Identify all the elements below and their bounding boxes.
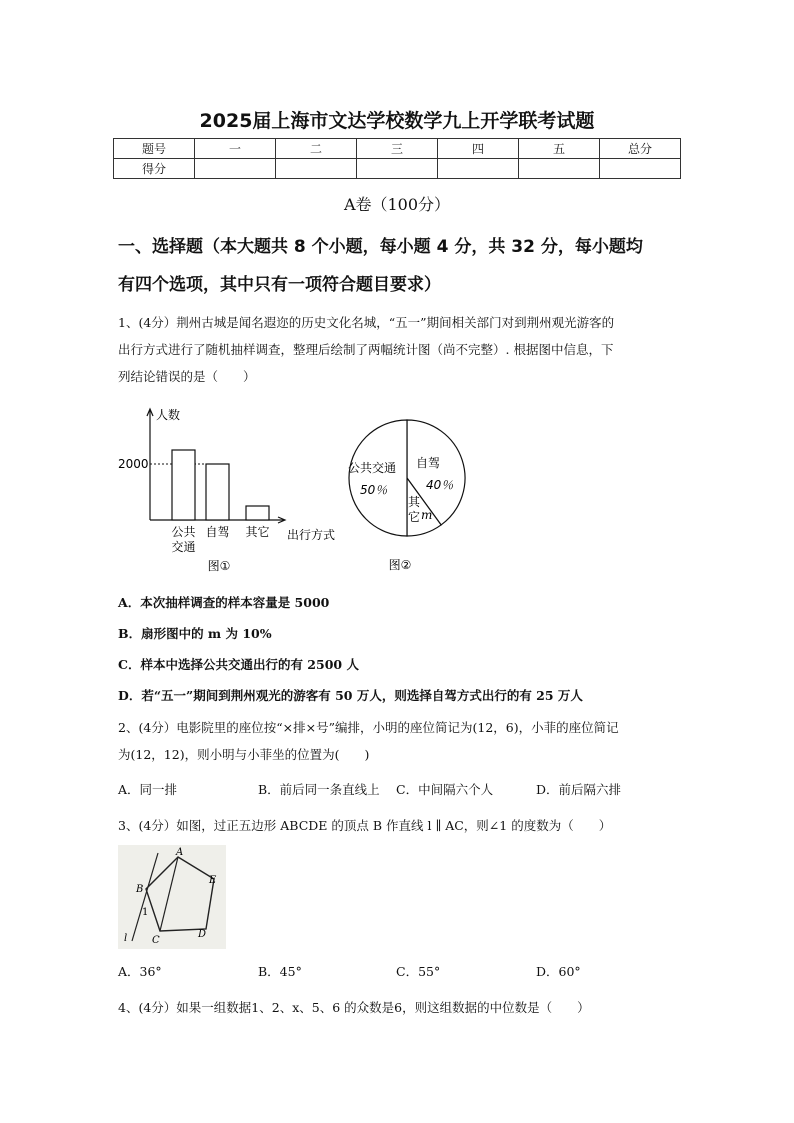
question-1 [118, 309, 683, 390]
x-tick-label: 自驾 [205, 525, 230, 539]
option-b[interactable]: B．扇形图中的 m 为 10% [118, 626, 272, 641]
table-cell: 五 [519, 139, 600, 159]
question-text-line: 4、(4分）如果一组数据1、2、x、5、6 的众数是6，则这组数据的中位数是（ ） [118, 1000, 590, 1015]
score-input-cell[interactable] [600, 159, 681, 179]
table-cell: 得分 [114, 159, 195, 179]
slice-label: 公共交通 [348, 461, 397, 475]
bar-chart [112, 400, 347, 580]
slice-value-label: 40％ [426, 478, 454, 492]
option-c[interactable]: C．样本中选择公共交通出行的有 2500 人 [118, 657, 359, 672]
table-cell: 三 [357, 139, 438, 159]
x-axis-label: 出行方式 [287, 528, 336, 542]
y-axis-label: 人数 [156, 408, 181, 422]
table-cell: 二 [276, 139, 357, 159]
diagonal-ac [160, 857, 178, 931]
section-heading: A卷（100分） [343, 195, 451, 214]
table-cell: 题号 [114, 139, 195, 159]
score-table-score-row [114, 159, 681, 179]
pie-slice [349, 420, 407, 536]
bar [172, 450, 195, 520]
question-text-line: 为(12，12)，则小明与小菲坐的位置为( ) [118, 747, 370, 762]
x-tick-label: 交通 [171, 540, 196, 554]
vertex-label-e: E [209, 875, 217, 886]
option-a[interactable]: A．同一排 [118, 782, 178, 797]
question-2-options [118, 780, 683, 800]
question-text-line: 3、(4分）如图，过正五边形 ABCDE 的顶点 B 作直线 l ∥ AC，则∠1 的度数为（ ） [118, 818, 612, 833]
angle-label: 1 [142, 907, 149, 918]
bar [246, 506, 269, 520]
score-table-header-row [114, 139, 681, 159]
question-4 [118, 994, 683, 1021]
option-c[interactable]: C．中间隔六个人 [396, 782, 494, 797]
slice-label: 它 [408, 510, 421, 524]
score-input-cell[interactable] [519, 159, 600, 179]
bar [206, 464, 229, 520]
part-heading-line: 一、选择题（本大题共 8 个小题，每小题 4 分，共 32 分，每小题均 [118, 237, 643, 257]
table-cell: 总分 [600, 139, 681, 159]
question-text-line: 2、(4分）电影院里的座位按“×排×号”编排，小明的座位简记为(12，6)，小菲的座位简记 [118, 720, 619, 735]
option-b[interactable]: B．45° [258, 964, 302, 979]
option-d[interactable]: D．前后隔六排 [536, 782, 622, 797]
question-text-line: 1、(4分）荆州古城是闻名遐迩的历史文化名城，“五一”期间相关部门对到荆州观光游客的 [118, 315, 615, 330]
slice-value-label: m [421, 508, 433, 522]
pie-chart [338, 412, 478, 577]
question-3-options [118, 962, 683, 982]
x-tick-label: 其它 [245, 525, 270, 539]
option-b[interactable]: B．前后同一条直线上 [258, 782, 380, 797]
table-cell: 一 [195, 139, 276, 159]
score-input-cell[interactable] [438, 159, 519, 179]
part-heading-line: 有四个选项，其中只有一项符合题目要求） [118, 275, 441, 295]
option-c[interactable]: C．55° [396, 964, 441, 979]
option-a[interactable]: A．36° [118, 964, 162, 979]
vertex-label-a: A [176, 847, 184, 858]
exam-title: 2025届上海市文达学校数学九上开学联考试题 [199, 110, 595, 132]
question-text-line: 出行方式进行了随机抽样调查，整理后绘制了两幅统计图（尚不完整）. 根据图中信息，下 [118, 342, 614, 357]
question-3 [118, 812, 683, 839]
pentagon-shape [146, 857, 214, 931]
slice-value-label: 50％ [360, 483, 388, 497]
vertex-label-c: C [152, 935, 160, 946]
slice-label: 其 [408, 495, 421, 509]
option-d[interactable]: D．60° [536, 964, 581, 979]
option-d[interactable]: D．若“五一”期间到荆州观光的游客有 50 万人，则选择自驾方式出行的有 25 万人 [118, 688, 583, 703]
pentagon-figure-photo [118, 845, 226, 949]
vertex-label-d: D [198, 929, 207, 940]
slice-label: 自驾 [416, 456, 441, 470]
score-input-cell[interactable] [357, 159, 438, 179]
score-input-cell[interactable] [276, 159, 357, 179]
y-tick-label: 2000 [118, 457, 149, 471]
score-input-cell[interactable] [195, 159, 276, 179]
x-tick-label: 公共 [171, 525, 196, 539]
table-cell: 四 [438, 139, 519, 159]
vertex-label-b: B [136, 884, 144, 895]
line-label: l [124, 933, 128, 944]
score-table [113, 138, 681, 179]
question-text-line: 列结论错误的是（ ） [118, 369, 256, 384]
line-l [132, 853, 158, 941]
question-2 [118, 714, 683, 768]
chart-caption: 图② [388, 558, 412, 572]
option-a[interactable]: A．本次抽样调查的样本容量是 5000 [118, 595, 330, 610]
chart-caption: 图① [207, 559, 231, 573]
part-heading [118, 228, 683, 304]
